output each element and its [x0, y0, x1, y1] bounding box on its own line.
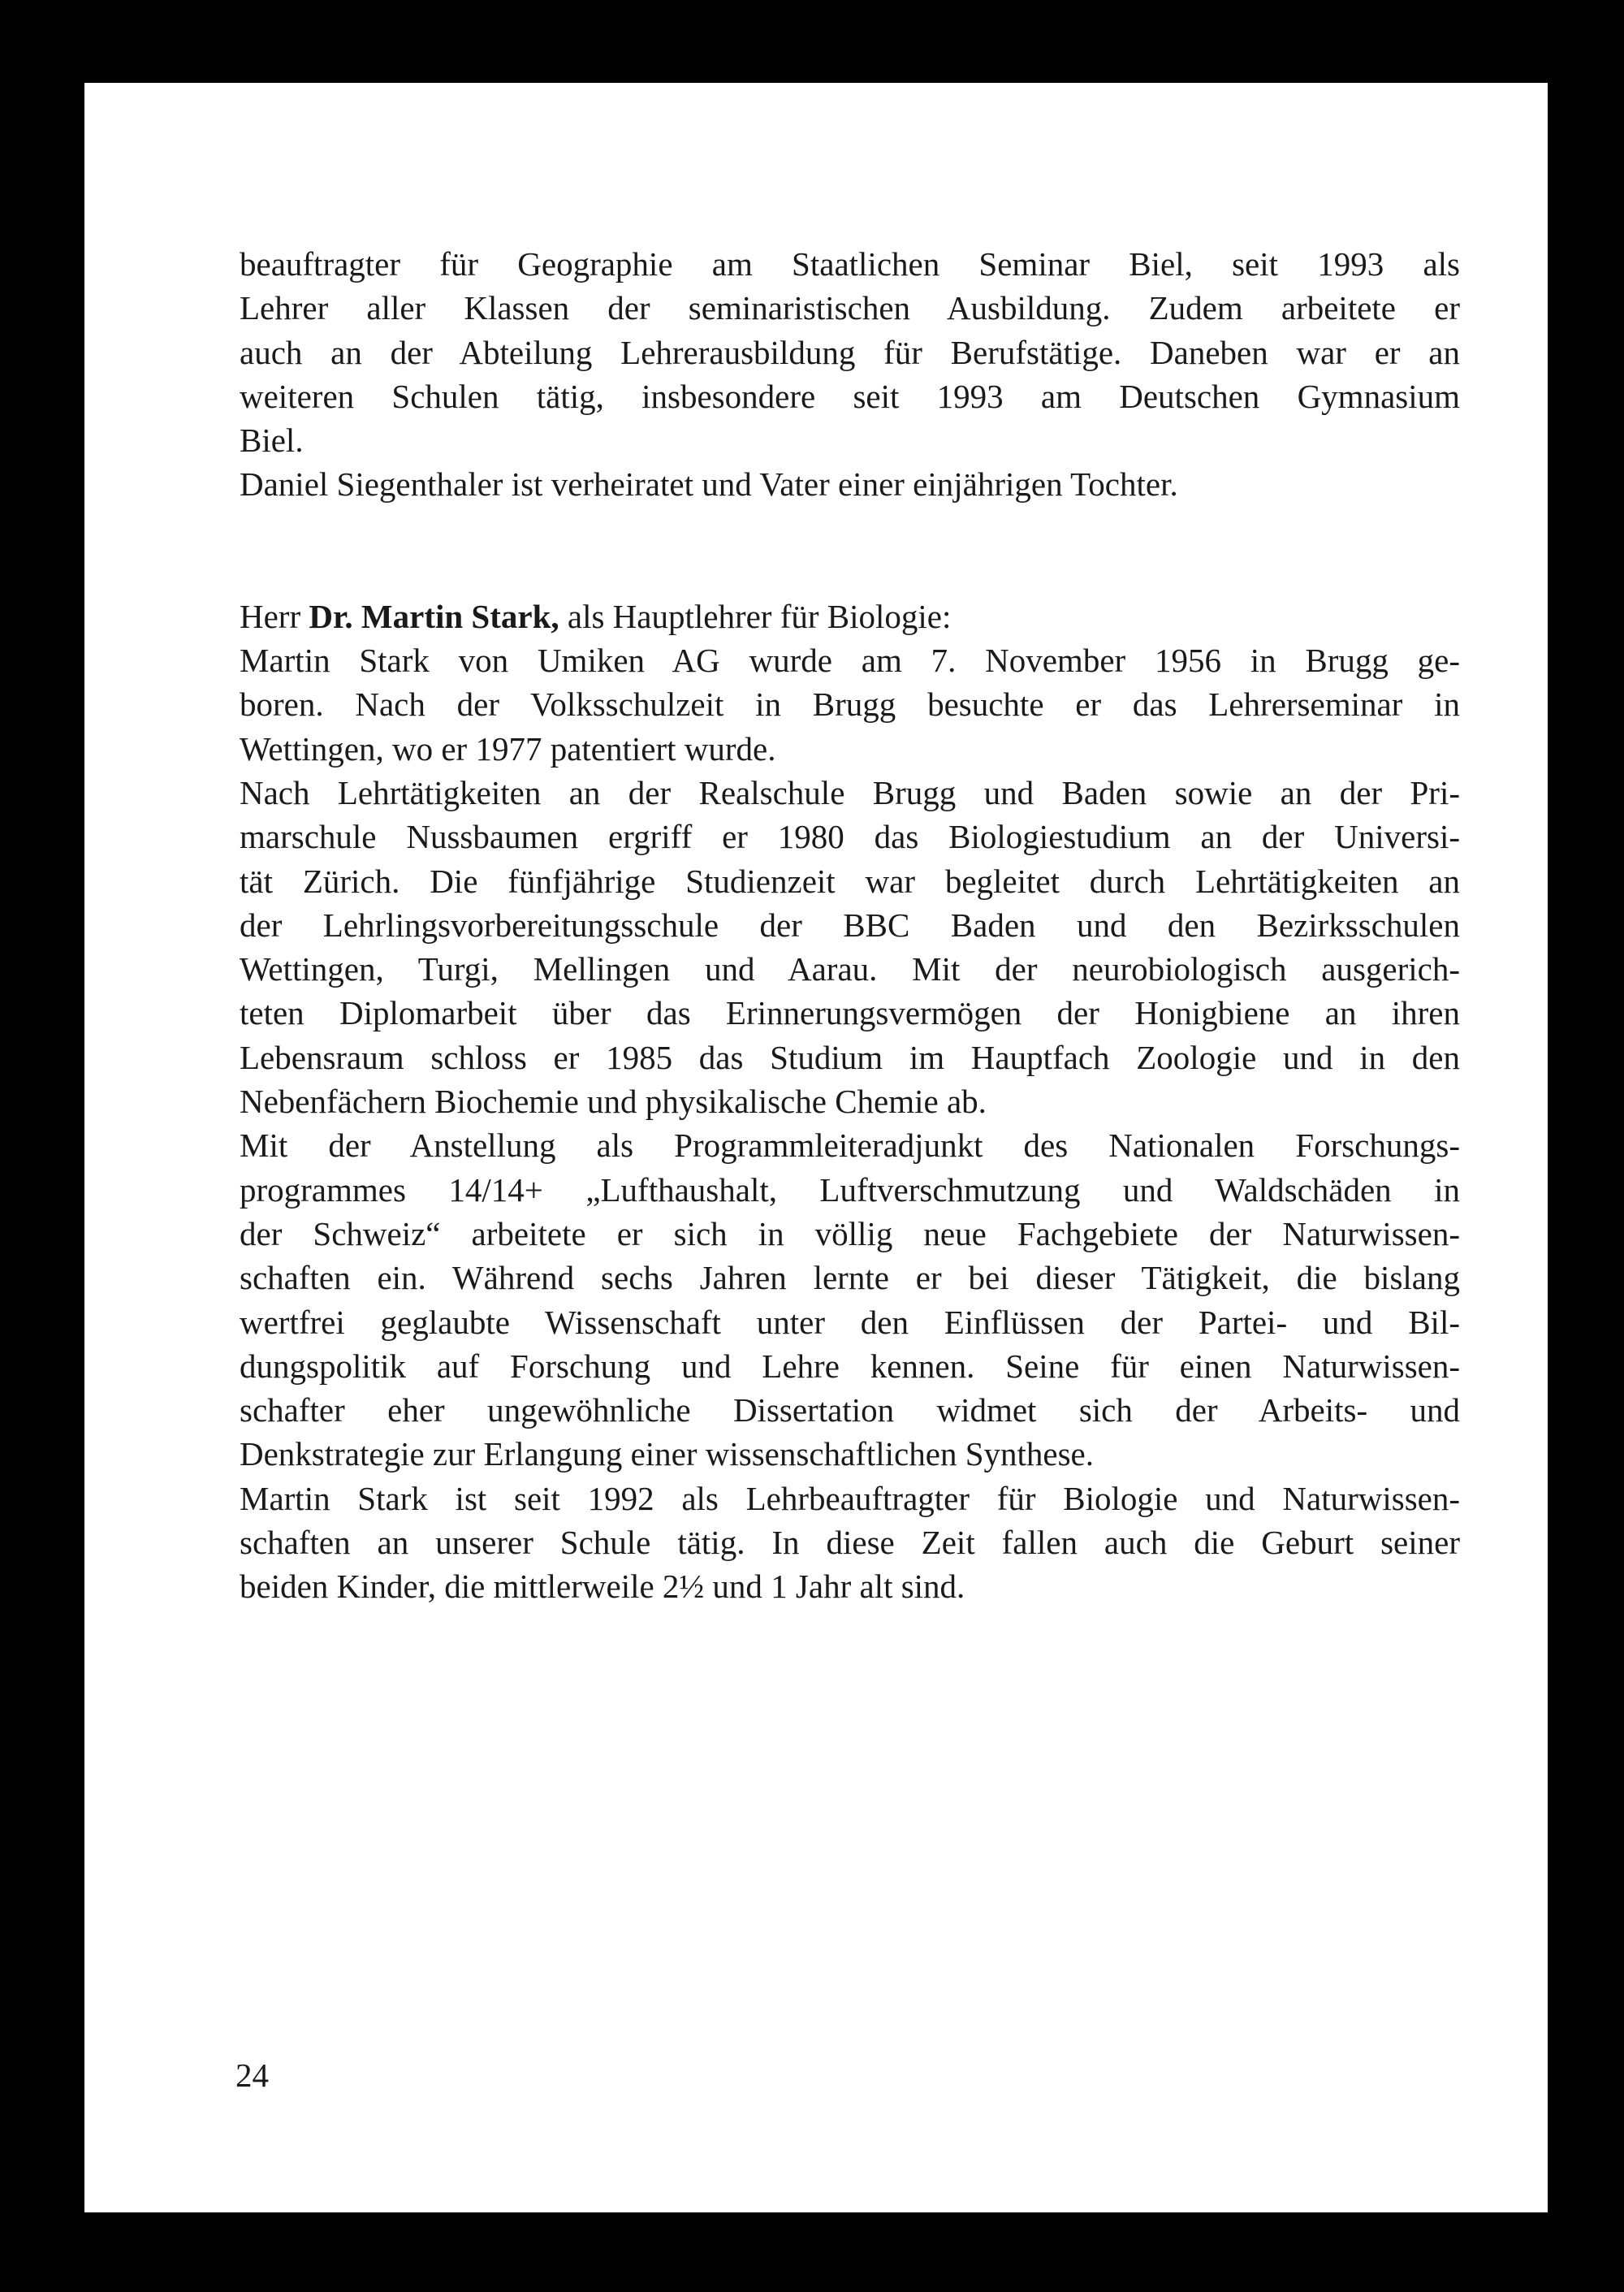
text-line: Denkstrategie zur Erlangung einer wissenschaftlichen Synthese. [240, 1435, 1094, 1473]
paragraph-teaching [240, 1477, 1460, 1609]
text-line: Lebensraum schloss er 1985 das Studium im Hauptfach Zoologie und in den [240, 1038, 1460, 1076]
text-line: boren. Nach der Volksschulzeit in Brugg besuchte er das Lehrerseminar in [240, 685, 1460, 724]
heading-suffix: als Hauptlehrer für Biologie: [559, 597, 952, 635]
text-line: schafter eher ungewöhnliche Dissertation widmet sich der Arbeits- und [240, 1391, 1460, 1429]
text-line: schaften ein. Während sechs Jahren lernte er bei dieser Tätigkeit, die bislang [240, 1259, 1460, 1297]
text-line: Mit der Anstellung als Programmleiteradjunkt des Nationalen Forschungs- [240, 1127, 1460, 1165]
text-line: dungspolitik auf Forschung und Lehre kennen. Seine für einen Naturwissen- [240, 1347, 1460, 1385]
text-line: Martin Stark ist seit 1992 als Lehrbeauftragter für Biologie und Naturwissen- [240, 1479, 1460, 1517]
text-line: auch an der Abteilung Lehrerausbildung für Berufstätige. Daneben war er an [240, 333, 1460, 371]
text-line: schaften an unserer Schule tätig. In diese Zeit fallen auch die Geburt seiner [240, 1524, 1460, 1562]
heading-name: Dr. Martin Stark, [309, 597, 559, 635]
text-line: beauftragter für Geographie am Staatlichen Seminar Biel, seit 1993 als [240, 245, 1460, 283]
section-heading [240, 595, 1460, 638]
heading-line [240, 595, 1460, 638]
intro-closing [240, 462, 1460, 506]
text-line: Martin Stark von Umiken AG wurde am 7. November 1956 in Brugg ge- [240, 642, 1460, 680]
section-spacer [240, 507, 1460, 595]
text-line: wertfrei geglaubte Wissenschaft unter den Einflüssen der Partei- und Bil- [240, 1303, 1460, 1341]
page-number: 24 [235, 2056, 269, 2094]
text-line: teten Diplomarbeit über das Erinnerungsvermögen der Honigbiene an ihren [240, 994, 1460, 1032]
text-line: Wettingen, wo er 1977 patentiert wurde. [240, 729, 776, 768]
paragraph-research [240, 1123, 1460, 1476]
document-body [240, 242, 1460, 1609]
text-line: Daniel Siegenthaler ist verheiratet und Vater einer einjährigen Tochter. [240, 465, 1178, 504]
heading-prefix: Herr [240, 597, 309, 635]
text-line: Biel. [240, 422, 304, 460]
text-line: tät Zürich. Die fünfjährige Studienzeit war begleitet durch Lehrtätigkeiten an [240, 862, 1460, 900]
text-line: der Lehrlingsvorbereitungsschule der BBC Baden und den Bezirksschulen [240, 906, 1460, 944]
text-line: marschule Nussbaumen ergriff er 1980 das Biologiestudium an der Universi- [240, 818, 1460, 856]
paragraph-birth [240, 638, 1460, 771]
paragraph-studies [240, 771, 1460, 1123]
text-line: weiteren Schulen tätig, insbesondere seit 1993 am Deutschen Gymnasium [240, 377, 1460, 415]
text-line: beiden Kinder, die mittlerweile 2½ und 1 Jahr alt sind. [240, 1568, 965, 1606]
text-line: programmes 14/14+ „Lufthaushalt, Luftverschmutzung und Waldschäden in [240, 1170, 1460, 1209]
intro-paragraph [240, 242, 1460, 462]
text-line: der Schweiz“ arbeitete er sich in völlig neue Fachgebiete der Naturwissen- [240, 1214, 1460, 1252]
text-line: Nebenfächern Biochemie und physikalische Chemie ab. [240, 1083, 987, 1121]
document-page [84, 83, 1548, 2212]
text-line: Wettingen, Turgi, Mellingen und Aarau. Mit der neurobiologisch ausgerich- [240, 950, 1460, 988]
text-line: Lehrer aller Klassen der seminaristischen Ausbildung. Zudem arbeitete er [240, 289, 1460, 327]
text-line: Nach Lehrtätigkeiten an der Realschule Brugg und Baden sowie an der Pri- [240, 773, 1460, 811]
